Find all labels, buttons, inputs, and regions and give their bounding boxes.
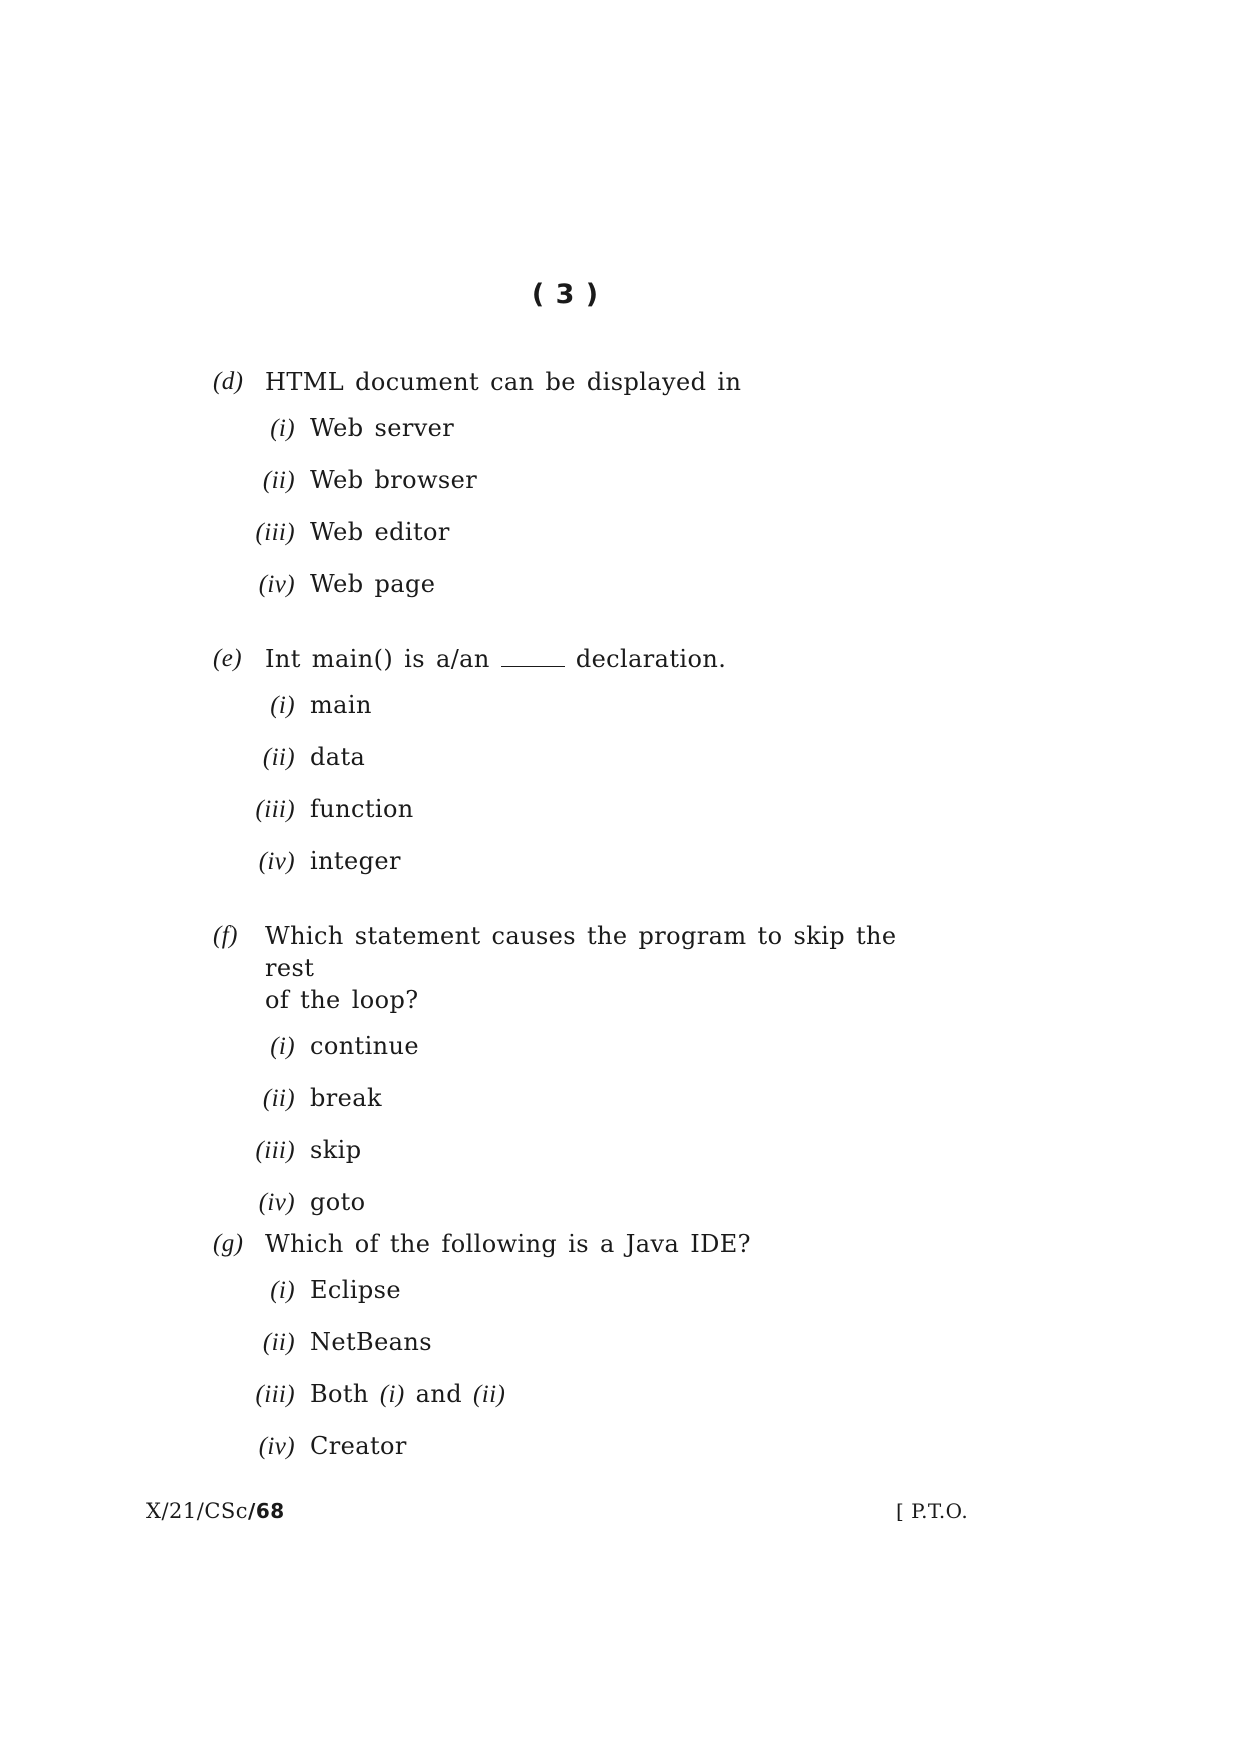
option-label: (iii) [255,1137,295,1164]
option-label: (iv) [258,848,295,875]
option-text: Creator [310,1432,407,1460]
option-list [213,1274,933,1482]
question-label: (f) [213,922,238,949]
page-number: ( 3 ) [531,279,600,310]
option-text: Web editor [310,518,450,546]
option-text: skip [310,1136,362,1164]
option-item [213,516,933,568]
option-label: (iii) [255,1381,295,1408]
option-label: (iii) [255,796,295,823]
option-text: integer [310,847,401,875]
question-text-before: Int main() is a/an [265,645,490,673]
option-label: (i) [270,1277,295,1304]
question-text: Which of the following is a Java IDE? [265,1230,751,1258]
option-text: function [310,795,414,823]
option-label: (iv) [258,1433,295,1460]
option-item [213,1274,933,1326]
option-label: (iv) [258,1189,295,1216]
option-item [213,464,933,516]
option-item [213,1134,933,1186]
option-label: (ii) [262,1329,295,1356]
option-text: main [310,691,372,719]
fill-in-blank [501,646,565,667]
question-label: (d) [213,368,244,395]
question-d [213,366,933,620]
option-item [213,1030,933,1082]
paper-code-suffix: /68 [248,1499,285,1523]
question-text-after: declaration. [575,645,727,673]
question-text [265,643,933,675]
option-ref: (ii) [473,1381,506,1408]
question-label: (e) [213,645,242,672]
option-text: NetBeans [310,1328,432,1356]
option-text: goto [310,1188,366,1216]
option-list [213,412,933,620]
option-label: (i) [270,1033,295,1060]
option-list [213,689,933,897]
option-list [213,1030,933,1238]
option-item [213,1378,933,1430]
option-item [213,1082,933,1134]
question-e [213,643,933,897]
question-text-line2: of the loop? [265,986,419,1014]
option-item [213,1326,933,1378]
option-label: (i) [270,415,295,442]
option-text: Web server [310,414,455,442]
question-label: (g) [213,1230,244,1257]
option-text-and: and [415,1380,462,1408]
paper-code-prefix: X/21/CSc [146,1499,249,1523]
option-label: (iv) [258,571,295,598]
option-item [213,845,933,897]
option-item [213,689,933,741]
option-text: data [310,743,366,771]
option-text-both: Both [310,1380,369,1408]
option-text: Web page [310,570,436,598]
pto-note: [ P.T.O. [896,1499,969,1523]
option-ref: (i) [379,1381,405,1408]
option-item [213,793,933,845]
option-text: continue [310,1032,419,1060]
question-text: HTML document can be displayed in [265,368,742,396]
option-item [213,568,933,620]
question-text [265,920,933,1016]
option-item [213,741,933,793]
option-label: (ii) [262,467,295,494]
option-text: Eclipse [310,1276,401,1304]
option-item [213,1430,933,1482]
question-text-line1: Which statement causes the program to skip the rest [265,922,897,982]
paper-code [146,1499,285,1523]
question-g [213,1228,933,1482]
option-label: (ii) [262,1085,295,1112]
option-label: (i) [270,692,295,719]
question-f [213,920,933,1238]
option-item [213,412,933,464]
option-text: Web browser [310,466,478,494]
option-text [310,1378,933,1411]
option-label: (ii) [262,744,295,771]
option-text: break [310,1084,382,1112]
option-label: (iii) [255,519,295,546]
